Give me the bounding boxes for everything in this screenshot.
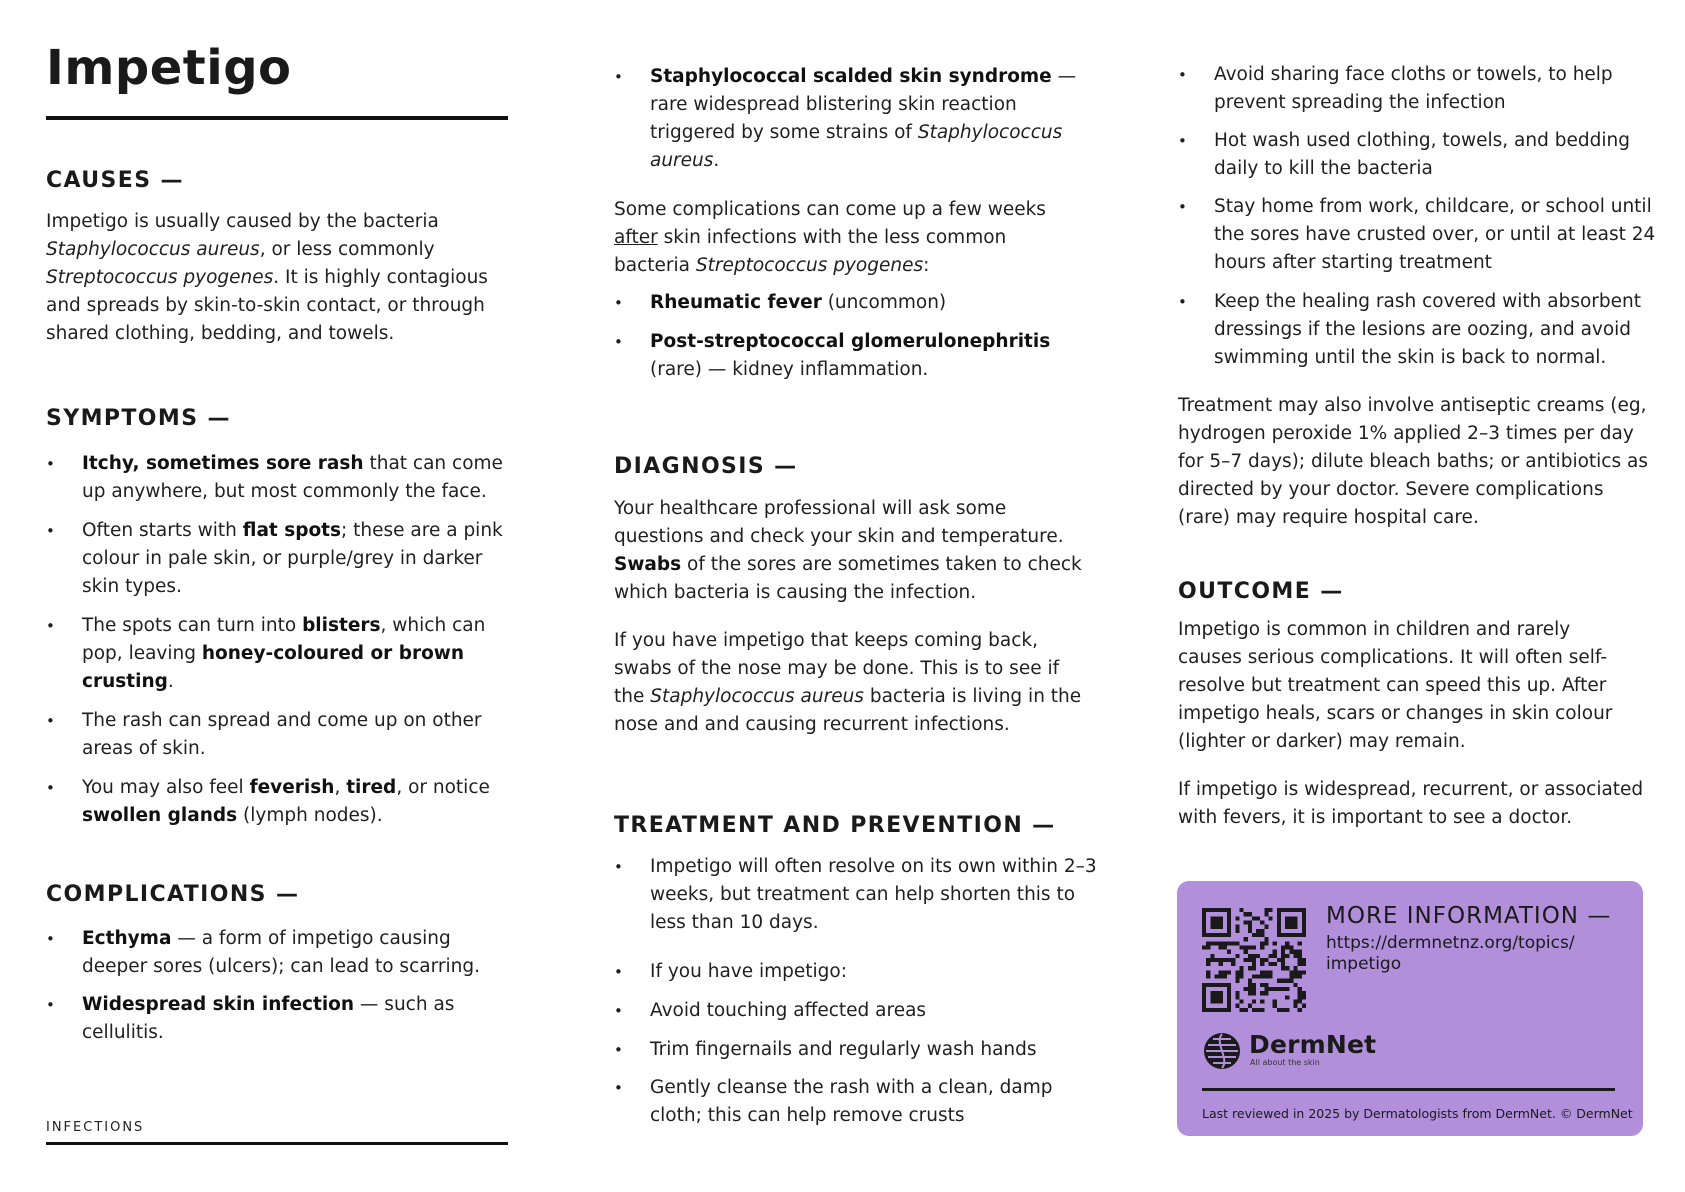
- outcome-paragraph: Impetigo is common in children and rarely causes serious complications. It will often self-resolve but treatment can speed this up. After impetigo heals, scars or changes in skin colour (lighter or darker) may remain.: [1178, 619, 1613, 752]
- complication-after-item: • Rheumatic fever (uncommon): [614, 289, 1100, 317]
- treatment-item: • Stay home from work, childcare, or school until the sores have crusted over, or until at least 24 hours after starting treatment: [1178, 193, 1674, 277]
- diagnosis-paragraph: Your healthcare professional will ask some questions and check your skin and temperature. Swabs of the sores are sometimes taken to check which bacteria is causing the infection.: [614, 498, 1082, 603]
- treatment-item: • Keep the healing rash covered with absorbent dressings if the lesions are oozing, and avoid swimming until the skin is back to normal.: [1178, 288, 1674, 372]
- complication-item: • Staphylococcal scalded skin syndrome — rare widespread blistering skin reaction triggered by some strains of Staphylococcus aureus.: [614, 63, 1100, 175]
- treatment-note: Treatment may also involve antiseptic creams (eg, hydrogen peroxide 1% applied 2–3 times per day for 5–7 days); dilute bleach baths; or antibiotics as directed by your doctor. Severe complications (rare) may require hospital care.: [1178, 395, 1648, 528]
- treatment-item: • Trim fingernails and regularly wash hands: [614, 1036, 1100, 1064]
- treatment-item: • Avoid sharing face cloths or towels, to help prevent spreading the infection: [1178, 61, 1674, 117]
- treatment-item: • Gently cleanse the rash with a clean, damp cloth; this can help remove crusts: [614, 1074, 1100, 1130]
- treatment-item: • If you have impetigo:: [614, 958, 1100, 986]
- complications-heading: COMPLICATIONS —: [46, 882, 300, 907]
- complications-after-text: Some complications can come up a few weeks after skin infections with the less common bacteria Streptococcus pyogenes:: [614, 199, 1046, 276]
- complication-item: • Widespread skin infection — such as cellulitis.: [46, 991, 512, 1047]
- symptom-item: • Often starts with flat spots; these are a pink colour in pale skin, or purple/grey in darker skin types.: [46, 517, 512, 601]
- treatment-item: • Impetigo will often resolve on its own within 2–3 weeks, but treatment can help shorten this to less than 10 days.: [614, 853, 1100, 937]
- dermnet-logo-tagline: All about the skin: [1250, 1058, 1320, 1067]
- category-label: INFECTIONS: [46, 1120, 145, 1135]
- symptom-item: • Itchy, sometimes sore rash that can come up anywhere, but most commonly the face.: [46, 450, 512, 506]
- more-information-heading: MORE INFORMATION —: [1326, 903, 1612, 929]
- more-information-link[interactable]: https://dermnetnz.org/topics/ impetigo: [1326, 933, 1575, 974]
- complication-item: • Ecthyma — a form of impetigo causing deeper sores (ulcers); can lead to scarring.: [46, 925, 512, 981]
- page-title: Impetigo: [46, 40, 292, 96]
- more-information-box: [1177, 881, 1643, 1136]
- outcome-heading: OUTCOME —: [1178, 579, 1344, 604]
- treatment-item: • Avoid touching affected areas: [614, 997, 1100, 1025]
- qr-code-icon[interactable]: [1202, 908, 1306, 1012]
- complication-after-item: • Post-streptococcal glomerulonephritis (rare) — kidney inflammation.: [614, 328, 1100, 384]
- symptom-item: • The rash can spread and come up on other areas of skin.: [46, 707, 512, 763]
- causes-text: Impetigo is usually caused by the bacteria Staphylococcus aureus, or less commonly Streptococcus pyogenes. It is highly contagious and spreads by skin-to-skin contact, or through shared clothing, bedding, and towels.: [46, 211, 488, 344]
- dermnet-logo-icon: [1202, 1031, 1242, 1071]
- diagnosis-heading: DIAGNOSIS —: [614, 454, 798, 479]
- symptoms-heading: SYMPTOMS —: [46, 406, 231, 431]
- review-note: Last reviewed in 2025 by Dermatologists from DermNet. © DermNet: [1202, 1106, 1633, 1121]
- dermnet-logo-name: DermNet: [1249, 1030, 1377, 1059]
- footer-divider: [46, 1142, 508, 1145]
- causes-heading: CAUSES —: [46, 168, 184, 193]
- diagnosis-paragraph: If you have impetigo that keeps coming back, swabs of the nose may be done. This is to see if the Staphylococcus aureus bacteria is living in the nose and and causing recurrent infections.: [614, 630, 1082, 735]
- info-box-divider: [1202, 1088, 1615, 1091]
- symptom-item: • The spots can turn into blisters, which can pop, leaving honey-coloured or brown crusting.: [46, 612, 512, 696]
- treatment-heading: TREATMENT AND PREVENTION —: [614, 813, 1056, 838]
- treatment-item: • Hot wash used clothing, towels, and bedding daily to kill the bacteria: [1178, 127, 1674, 183]
- title-divider: [46, 116, 508, 120]
- symptom-item: • You may also feel feverish, tired, or notice swollen glands (lymph nodes).: [46, 774, 512, 830]
- outcome-paragraph: If impetigo is widespread, recurrent, or associated with fevers, it is important to see a doctor.: [1178, 779, 1644, 828]
